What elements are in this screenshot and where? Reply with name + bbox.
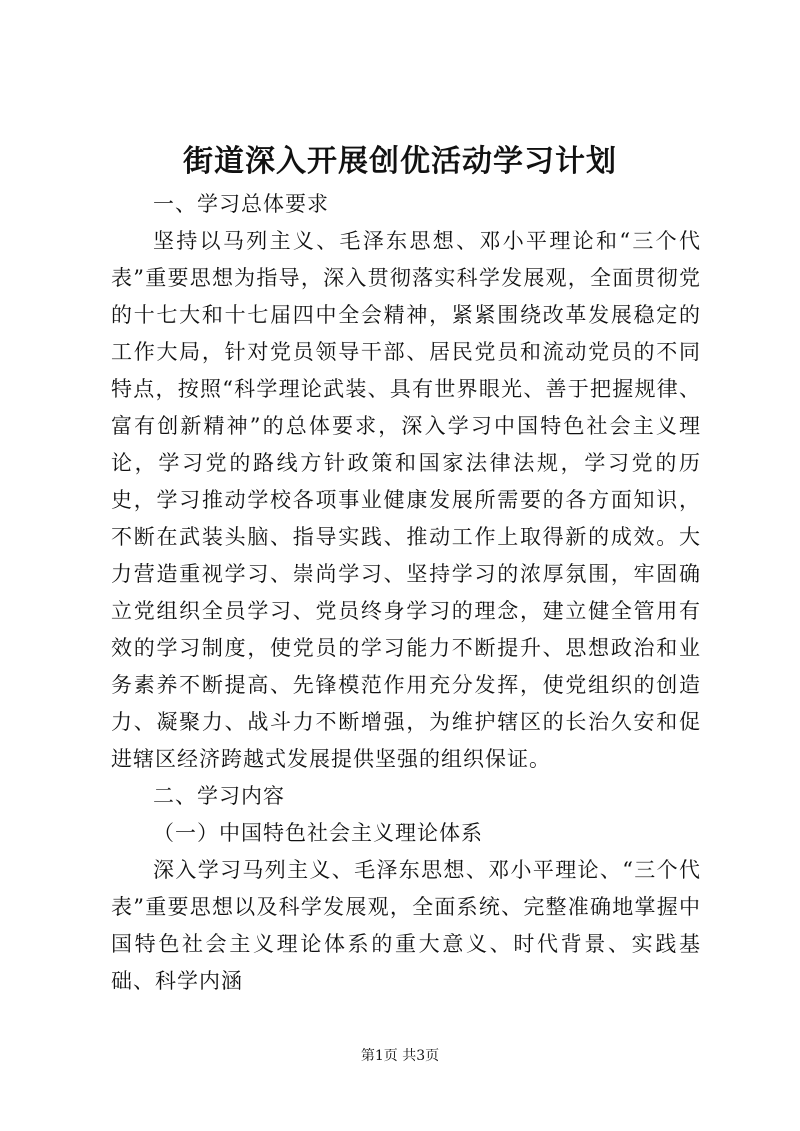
page-footer: 第1页 共3页 <box>360 1048 440 1064</box>
document-title: 街道深入开展创优活动学习计划 <box>183 144 617 179</box>
document-body <box>111 186 701 1000</box>
paragraph-requirements: 坚持以马列主义、毛泽东思想、邓小平理论和“三个代表”重要思想为指导，深入贯彻落实科学发展观，全面贯彻党的十七大和十七届四中全会精神，紧紧围绕改革发展稳定的工作大局，针对党员领导干部、居民党员和流动党员的不同特点，按照“科学理论武装、具有世界眼光、善于把握规律、富有创新精神”的总体要求，深入学习中国特色社会主义理论，学习党的路线方针政策和国家法律法规，学习党的历史，学习推动学校各项事业健康发展所需要的各方面知识，不断在武装头脑、指导实践、推动工作上取得新的成效。大力营造重视学习、崇尚学习、坚持学习的浓厚氛围，牢固确立党组织全员学习、党员终身学习的理念，建立健全管用有效的学习制度，使党员的学习能力不断提升、思想政治和业务素养不断提高、先锋模范作用充分发挥，使党组织的创造力、凝聚力、战斗力不断增强，为维护辖区的长治久安和促进辖区经济跨越式发展提供坚强的组织保证。 <box>111 229 701 771</box>
subsection-heading-1: （一）中国特色社会主义理论体系 <box>153 821 483 845</box>
section-heading-1: 一、学习总体要求 <box>153 192 329 216</box>
section-heading-2: 二、学习内容 <box>153 784 285 808</box>
paragraph-theory: 深入学习马列主义、毛泽东思想、邓小平理论、“三个代表”重要思想以及科学发展观，全面系统、完整准确地掌握中国特色社会主义理论体系的重大意义、时代背景、实践基础、科学内涵 <box>111 858 701 993</box>
